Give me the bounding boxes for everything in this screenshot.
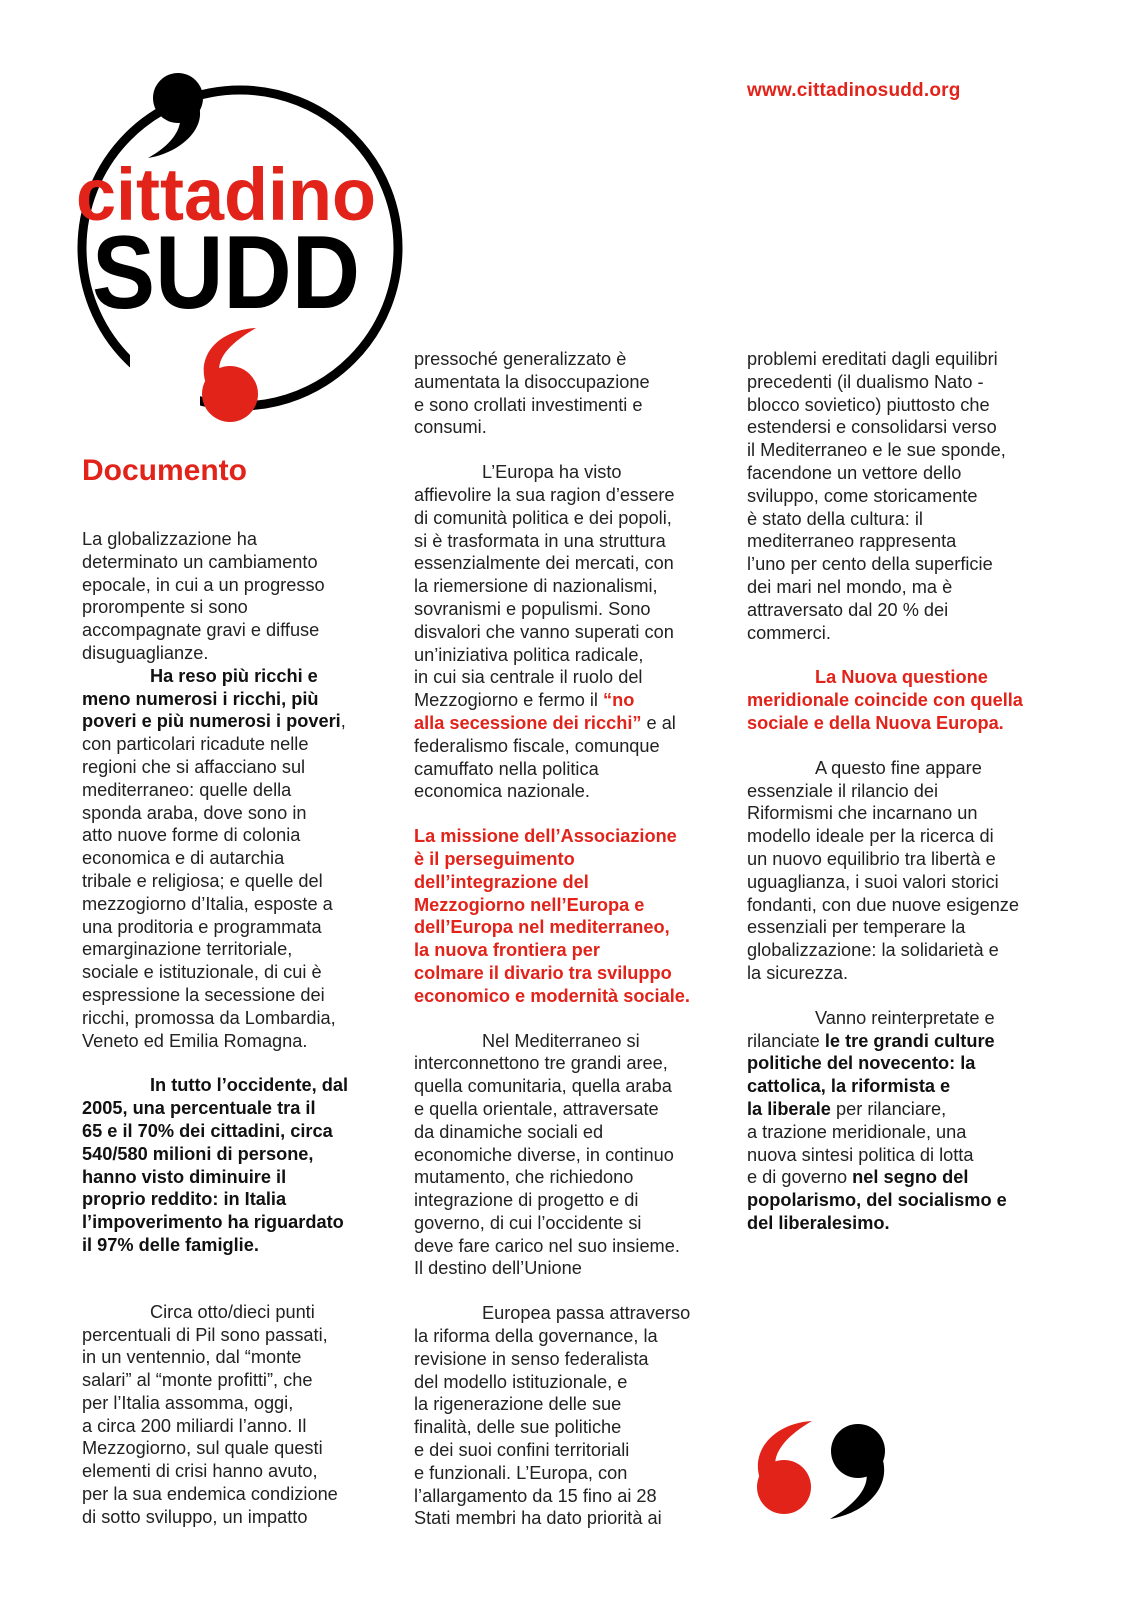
paragraph: Circa otto/dieci punti percentuali di Pil sono passati, in un ventennio, dal “monte salari” al “monte profitti”, che per l’Italia assomma, oggi, a circa 200 miliardi l’anno. Il Mezzogiorno, sul quale questi elementi di crisi hanno avuto, per la sua endemica condizione di sotto sviluppo, un impatto <box>82 1301 338 1527</box>
logo-word-top: cittadino <box>76 153 376 236</box>
column-3 <box>747 348 1057 1235</box>
page-title: Documento <box>82 454 247 487</box>
paragraph: Vanno reinterpretate e rilanciate le tre grandi culture politiche del novecento: la cattolica, la riformista e la liberale per rilanciare, a trazione meridionale, una nuova sintesi politica di lotta e di governo nel segno del popolarismo, del socialismo e del liberalesimo. <box>747 1007 1007 1233</box>
paragraph: pressoché generalizzato è aumentata la disoccupazione e sono crollati investimenti e consumi. <box>414 349 650 438</box>
highlight-paragraph: In tutto l’occidente, dal 2005, una percentuale tra il 65 e il 70% dei cittadini, circa 540/580 milioni di persone, hanno visto diminuire il proprio reddito: in Italia l’impoverimento ha riguardato il 97% delle famiglie. <box>82 1075 349 1255</box>
logo-quote-icon <box>202 328 258 422</box>
logo-circle-gap <box>130 343 200 423</box>
paragraph: La globalizzazione ha determinato un cambiamento epocale, in cui a un progresso prorompente si sono accompagnate gravi e diffuse disuguaglianze. <box>82 529 325 663</box>
paragraph: Nel Mediterraneo si interconnettono tre grandi aree, quella comunitaria, quella araba e quella orientale, attraversate da dinamiche sociali ed economiche diverse, in continuo mutamento, che richiedono integrazione di progetto e di governo, di cui l’occidente si deve fare carico nel suo insieme. Il destino dell’Unione <box>414 1030 680 1279</box>
black-quote-icon <box>830 1424 885 1519</box>
highlight-statement: La Nuova questione meridionale coincide con quella sociale e della Nuova Europa. <box>747 667 1023 733</box>
column-1 <box>82 528 382 1529</box>
paragraph: A questo fine appare essenziale il rilancio dei Riformismi che incarnano un modello ideale per la ricerca di un nuovo equilibrio tra libertà e uguaglianza, i suoi valori storici fondanti, con due nuove esigenze essenziali per temperare la globalizzazione: la solidarietà e la sicurezza. <box>747 757 1020 983</box>
paragraph: problemi ereditati dagli equilibri precedenti (il dualismo Nato - blocco sovietico) piuttosto che estendersi e consolidarsi verso il Mediterraneo e le sue sponde, facendone un vettore dello sviluppo, come storicamente è stato della cultura: il mediterraneo rappresenta l’uno per cento della superficie dei mari nel mondo, ma è attraversato dal 20 % dei commerci. <box>747 349 1006 643</box>
paragraph: Europea passa attraverso la riforma della governance, la revisione in senso federalista del modello istituzionale, e la rigenerazione delle sue finalità, delle sue politiche e dei suoi confini territoriali e funzionali. L’Europa, con l’allargamento da 15 fino ai 28 Stati membri ha dato priorità ai <box>414 1303 691 1529</box>
paragraph: L’Europa ha visto affievolire la sua ragion d’essere di comunità politica e dei popoli, si è trasformata in una struttura essenzialmente dei mercati, con la riemersione di nazionalismi, sovranismi e populismi. Sono disvalori che vanno superati con un’iniziativa politica radicale, in cui sia centrale il ruolo del Mezzogiorno e fermo il “no alla secessione dei ricchi” e al federalismo fiscale, comunque camuffato nella politica economica nazionale. <box>414 462 676 802</box>
cittadino-sudd-logo <box>70 58 420 448</box>
paragraph: Ha reso più ricchi e meno numerosi i ricchi, più poveri e più numerosi i poveri, con particolari ricadute nelle regioni che si affacciano sul mediterraneo: quelle della sponda araba, dove sono in atto nuove forme di colonia economica e di autarchia tribale e religiosa; e quelle del mezzogiorno d’Italia, esposte a una proditoria e programmata emarginazione territoriale, sociale e istituzionale, di cui è espressione la secessione dei ricchi, promossa da Lombardia, Veneto ed Emilia Romagna. <box>82 665 346 1051</box>
closing-quote-icon <box>740 1415 910 1525</box>
logo-word-bottom: SUDD <box>92 215 360 331</box>
mission-statement: La missione dell’Associazione è il perseguimento dell’integrazione del Mezzogiorno nell’Europa e dell’Europa nel mediterraneo, la nuova frontiera per colmare il divario tra sviluppo economico e modernità sociale. <box>414 826 690 1006</box>
column-2 <box>414 348 724 1530</box>
red-quote-icon <box>757 1421 812 1514</box>
website-url[interactable]: www.cittadinosudd.org <box>747 80 961 101</box>
